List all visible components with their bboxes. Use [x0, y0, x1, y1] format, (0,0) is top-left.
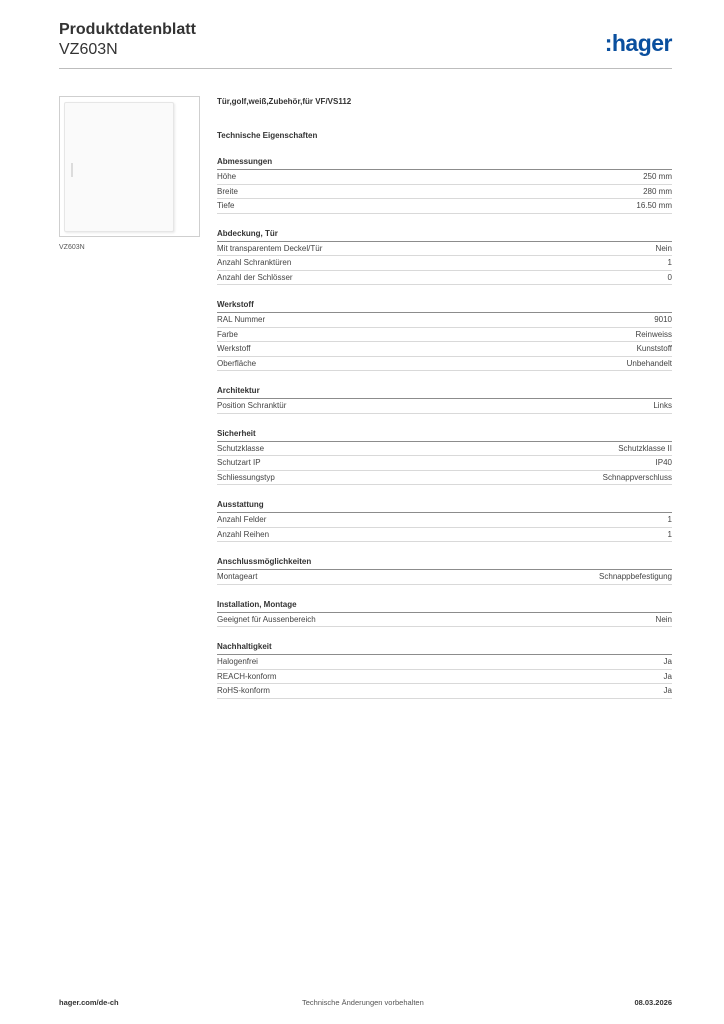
property-label: Breite [217, 186, 238, 196]
property-value: Ja [663, 686, 672, 695]
property-row [217, 185, 672, 200]
property-label: REACH-konform [217, 671, 277, 681]
property-label: Anzahl Felder [217, 515, 267, 524]
property-value: 0 [667, 272, 672, 282]
hager-logo: :hager [604, 30, 672, 56]
property-label: Anzahl der Schlösser [217, 272, 293, 282]
property-value: 280 mm [643, 186, 672, 196]
property-section [217, 156, 672, 214]
property-value: Kunststoff [636, 344, 672, 353]
property-value: Links [653, 401, 672, 410]
property-section [217, 599, 672, 628]
section-title: Abdeckung, Tür [217, 228, 672, 242]
property-sections [217, 156, 672, 699]
section-title: Anschlussmöglichkeiten [217, 556, 672, 570]
property-section [217, 385, 672, 414]
property-row [217, 442, 672, 457]
property-label: RAL Nummer [217, 315, 266, 324]
product-image [59, 96, 200, 237]
door-illustration [64, 102, 174, 232]
product-description: Tür,golf,weiß,Zubehör,für VF/VS112 [217, 97, 352, 106]
property-row [217, 357, 672, 372]
footer-website-link[interactable]: hager.com/de-ch [59, 998, 119, 1007]
property-label: Oberfläche [217, 358, 257, 368]
property-value: 250 mm [643, 172, 672, 181]
document-title: Produktdatenblatt [59, 21, 196, 38]
property-row [217, 399, 672, 414]
property-section [217, 428, 672, 486]
property-row [217, 513, 672, 528]
footer-date: 08.03.2026 [634, 998, 672, 1007]
property-label: Werkstoff [217, 344, 251, 353]
product-code: VZ603N [59, 41, 118, 58]
header-divider [59, 68, 672, 69]
property-section [217, 556, 672, 585]
door-handle-icon [71, 163, 73, 177]
property-row [217, 670, 672, 685]
property-row [217, 456, 672, 471]
property-label: Höhe [217, 172, 237, 181]
property-value: Reinweiss [635, 329, 672, 339]
section-title: Werkstoff [217, 299, 672, 313]
section-title: Ausstattung [217, 499, 672, 513]
properties-panel [217, 96, 672, 699]
property-row [217, 684, 672, 699]
property-row [217, 199, 672, 214]
property-value: Ja [663, 657, 672, 666]
property-row [217, 256, 672, 271]
property-row [217, 342, 672, 357]
property-label: Farbe [217, 329, 238, 339]
technical-properties-heading: Technische Eigenschaften [217, 131, 318, 140]
section-title: Installation, Montage [217, 599, 672, 613]
property-value: IP40 [655, 458, 672, 467]
section-title: Architektur [217, 385, 672, 399]
property-value: 9010 [654, 315, 672, 324]
property-value: 1 [667, 258, 672, 267]
footer-notice: Technische Änderungen vorbehalten [302, 998, 424, 1007]
property-section [217, 299, 672, 371]
property-value: Nein [655, 243, 672, 253]
property-row [217, 170, 672, 185]
property-label: Anzahl Schranktüren [217, 258, 292, 267]
property-label: Schliessungstyp [217, 472, 275, 482]
property-value: Schutzklasse II [618, 443, 672, 453]
property-label: Schutzklasse [217, 443, 265, 453]
property-row [217, 655, 672, 670]
property-value: 1 [667, 529, 672, 539]
property-row [217, 313, 672, 328]
property-value: Nein [655, 614, 672, 624]
image-caption: VZ603N [59, 244, 85, 251]
property-section [217, 228, 672, 286]
property-row [217, 242, 672, 257]
property-row [217, 613, 672, 628]
property-section [217, 641, 672, 699]
property-row [217, 570, 672, 585]
property-row [217, 471, 672, 486]
section-title: Sicherheit [217, 428, 672, 442]
property-value: Unbehandelt [626, 358, 672, 368]
property-label: Schutzart IP [217, 458, 261, 467]
property-value: 1 [667, 515, 672, 524]
property-label: Tiefe [217, 201, 235, 210]
property-label: Anzahl Reihen [217, 529, 270, 539]
property-label: RoHS-konform [217, 686, 270, 695]
property-row [217, 328, 672, 343]
property-value: 16.50 mm [636, 201, 672, 210]
property-section [217, 499, 672, 542]
property-label: Geeignet für Aussenbereich [217, 614, 316, 624]
property-label: Halogenfrei [217, 657, 258, 666]
property-value: Schnappverschluss [602, 472, 672, 482]
property-row [217, 271, 672, 286]
property-label: Position Schranktür [217, 401, 287, 410]
property-label: Montageart [217, 572, 258, 581]
section-title: Abmessungen [217, 156, 672, 170]
section-title: Nachhaltigkeit [217, 641, 672, 655]
property-label: Mit transparentem Deckel/Tür [217, 243, 323, 253]
property-row [217, 528, 672, 543]
property-value: Schnappbefestigung [599, 572, 672, 581]
property-value: Ja [663, 671, 672, 681]
